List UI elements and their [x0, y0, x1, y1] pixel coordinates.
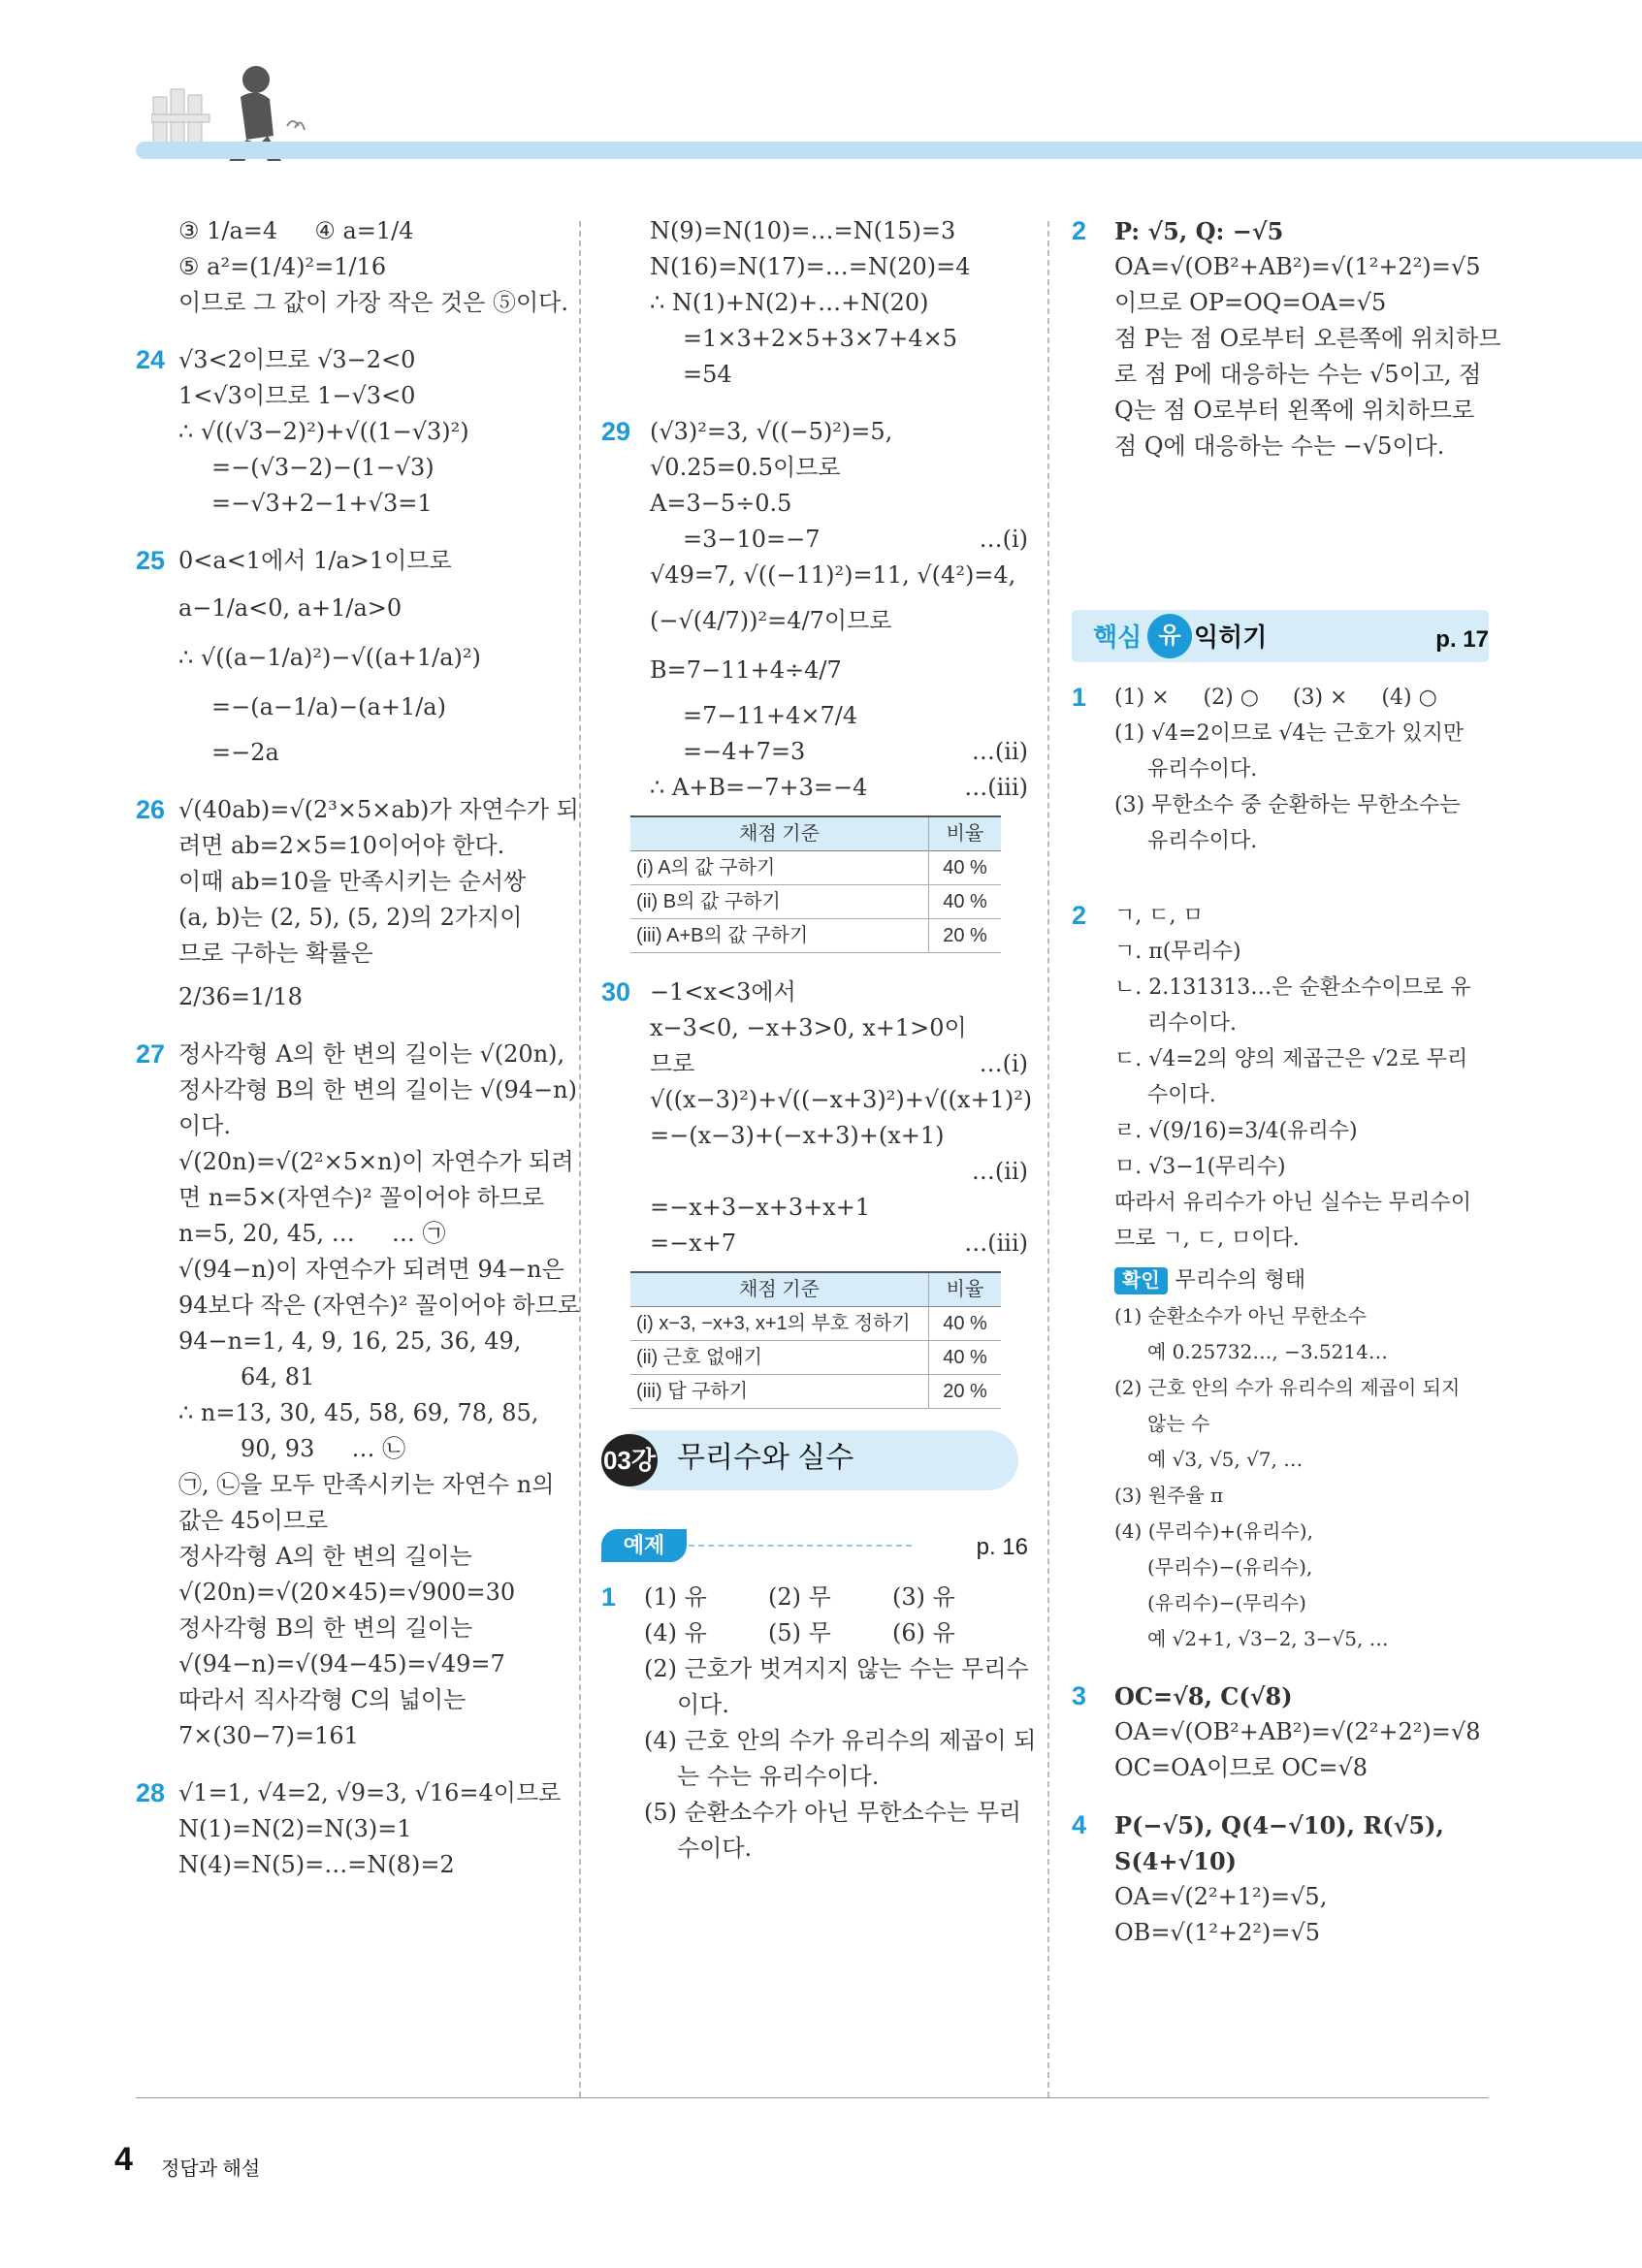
problem-number: 2: [1072, 216, 1087, 245]
solution-line: (a, b)는 (2, 5), (5, 2)의 2가지이: [178, 904, 523, 931]
table-cell: 20 %: [929, 919, 1002, 953]
step-mark: …(ii): [971, 738, 1028, 765]
practice-1: [1072, 680, 1508, 859]
solution-line: 이다.: [677, 1691, 729, 1718]
solution-line: P: √5, Q: −√5: [1114, 217, 1284, 245]
problem-number: 3: [1072, 1681, 1087, 1710]
solution-line: =3−10=−7: [683, 526, 821, 553]
problem-number: 2: [1072, 901, 1087, 930]
page-reference: p. 17: [1435, 626, 1489, 653]
solution-line: √(20n)=√(20×45)=√900=30: [178, 1579, 516, 1606]
problem-number: 27: [136, 1039, 166, 1069]
column-1: [136, 213, 580, 1904]
step-mark: …(iii): [964, 1230, 1028, 1257]
problem-26: [136, 792, 579, 1015]
header-bar: [136, 142, 1642, 159]
scoring-table: [630, 1271, 1001, 1409]
solution-line: x−3<0, −x+3>0, x+1>0이: [650, 1014, 967, 1041]
table-cell: (ii) B의 값 구하기: [630, 885, 929, 919]
core-label-suffix: 익히기: [1194, 623, 1268, 652]
solution-line: OA=√(2²+1²)=√5,: [1114, 1883, 1328, 1910]
confirm-title: 무리수의 형태: [1175, 1268, 1306, 1293]
solution-line: =−4+7=3: [683, 738, 806, 765]
solution-line: 로 점 P에 대응하는 수는 √5이고, 점: [1114, 361, 1482, 388]
table-header: 채점 기준: [630, 1272, 929, 1307]
solution-line: 므로 ㄱ, ㄷ, ㅁ이다.: [1114, 1227, 1300, 1251]
solution-line: =−x+7: [650, 1230, 737, 1257]
confirm-line: (4) (무리수)+(유리수),: [1114, 1519, 1313, 1543]
solution-line: √(94−n)=√(94−45)=√49=7: [178, 1650, 505, 1677]
example-2: [1072, 213, 1508, 464]
solution-line: 리수이다.: [1147, 1011, 1238, 1036]
solution-line: 유리수이다.: [1147, 757, 1258, 782]
solution-line: ∴ n=13, 30, 45, 58, 69, 78, 85,: [178, 1399, 539, 1426]
column-2: [601, 213, 1037, 1888]
solution-line: =−x+3−x+3+x+1: [650, 1194, 871, 1221]
solution-line: (1) × (2) ○ (3) × (4) ○: [1114, 686, 1437, 710]
confirm-line: 예 0.25732…, −3.5214…: [1147, 1340, 1388, 1363]
solution-line: ∴ √((√3−2)²)+√((1−√3)²): [178, 418, 469, 445]
table-cell: (iii) A+B의 값 구하기: [630, 919, 929, 953]
table-cell: 40 %: [929, 851, 1002, 885]
step-mark: …(ii): [971, 1158, 1028, 1185]
solution-line: 이므로 OP=OQ=OA=√5: [1114, 289, 1387, 316]
book-label: 정답과 해설: [161, 2158, 261, 2180]
answer-item: (2) 무: [768, 1583, 831, 1611]
solution-line: Q는 점 O로부터 왼쪽에 위치하므로: [1114, 397, 1475, 424]
problem-27: [136, 1037, 580, 1754]
practice-4: [1072, 1807, 1508, 1951]
confirm-line: (3) 원주율 π: [1114, 1484, 1224, 1507]
problem-number: 30: [601, 977, 631, 1006]
section-title: 무리수와 실수: [677, 1442, 854, 1474]
table-row: [630, 885, 1001, 919]
table-cell: (i) A의 값 구하기: [630, 851, 929, 885]
table-header: 비율: [929, 816, 1002, 851]
confirm-line: (1) 순환소수가 아닌 무한소수: [1114, 1304, 1367, 1327]
solution-line: =−(x−3)+(−x+3)+(x+1): [650, 1122, 945, 1149]
solution-line: 정사각형 B의 한 변의 길이는 √(94−n): [178, 1076, 577, 1103]
solution-line: (2) 근호가 벗겨지지 않는 수는 무리수: [644, 1655, 1029, 1682]
page-number: 4: [114, 2141, 133, 2178]
solution-line: ㄹ. √(9/16)=3/4(유리수): [1114, 1119, 1358, 1143]
solution-line: =−√3+2−1+√3=1: [211, 490, 433, 517]
solution-line: 이때 ab=10을 만족시키는 순서쌍: [178, 868, 527, 895]
type-badge: 유형: [1147, 614, 1192, 658]
solution-line: (3) 무한소수 중 순환하는 무한소수는: [1114, 793, 1461, 817]
problem-28: [136, 1775, 562, 1883]
answer-item: (6) 유: [892, 1619, 955, 1646]
solution-line: √((x−3)²)+√((−x+3)²)+√((x+1)²): [650, 1086, 1033, 1113]
solution-line: 값은 45이므로: [178, 1507, 329, 1534]
answer-item: (4) 유: [644, 1619, 707, 1646]
solution-line: 7×(30−7)=161: [178, 1722, 359, 1749]
column-3: [1072, 213, 1508, 1972]
confirm-badge: 확인: [1114, 1267, 1168, 1294]
solution-line: 정사각형 A의 한 변의 길이는: [178, 1543, 472, 1570]
table-row: [630, 919, 1001, 953]
solution-line: 려면 ab=2×5=10이어야 한다.: [178, 832, 505, 859]
solution-line: ㉠, ㉡을 모두 만족시키는 자연수 n의: [178, 1471, 555, 1498]
solution-line: =−(a−1/a)−(a+1/a): [211, 693, 446, 720]
table-row: [630, 1375, 1001, 1409]
solution-line: 이므로 그 값이 가장 작은 것은 ⑤이다.: [178, 289, 568, 316]
solution-line: =54: [683, 361, 732, 388]
solution-line: OC=OA이므로 OC=√8: [1114, 1754, 1368, 1781]
solution-line: √49=7, √((−11)²)=11, √(4²)=4,: [650, 561, 1016, 589]
solution-line: 점 Q에 대응하는 수는 −√5이다.: [1114, 432, 1445, 460]
table-header: 비율: [929, 1272, 1002, 1307]
problem-number: 29: [601, 417, 631, 446]
solution-line: 수이다.: [1147, 1083, 1216, 1107]
solution-line: P(−√5), Q(4−√10), R(√5),: [1114, 1811, 1444, 1839]
section-badge: 03강: [601, 1434, 658, 1486]
solution-line: −1<x<3에서: [650, 978, 796, 1006]
confirm-line: 예 √2+1, √3−2, 3−√5, …: [1147, 1627, 1389, 1650]
table-cell: 20 %: [929, 1375, 1002, 1409]
solution-line: ∴ √((a−1/a)²)−√((a+1/a)²): [178, 644, 481, 671]
solution-line: S(4+√10): [1114, 1847, 1238, 1875]
solution-line: OA=√(OB²+AB²)=√(1²+2²)=√5: [1114, 253, 1481, 280]
solution-line: 유리수이다.: [1147, 829, 1258, 853]
confirm-line: 않는 수: [1147, 1412, 1210, 1435]
solution-line: √(40ab)=√(2³×5×ab)가 자연수가 되: [178, 796, 579, 823]
solution-line: 정사각형 A의 한 변의 길이는 √(20n),: [178, 1040, 565, 1068]
solution-line: √0.25=0.5이므로: [650, 454, 841, 481]
table-header: 채점 기준: [630, 816, 929, 851]
solution-line: B=7−11+4÷4/7: [650, 656, 842, 684]
problem-30: [601, 974, 1033, 1409]
solution-line: N(1)=N(2)=N(3)=1: [178, 1815, 412, 1842]
example-1: [601, 1580, 1037, 1867]
solution-line: A=3−5÷0.5: [650, 490, 792, 517]
solution-line: =7−11+4×7/4: [683, 702, 858, 729]
problem-number: 25: [136, 546, 166, 575]
solution-line: 정사각형 B의 한 변의 길이는: [178, 1614, 473, 1642]
solution-line: N(4)=N(5)=…=N(8)=2: [178, 1851, 455, 1878]
dashed-rule: [689, 1545, 912, 1547]
solution-line: OC=√8, C(√8): [1114, 1682, 1293, 1710]
table-cell: (ii) 근호 없애기: [630, 1341, 929, 1375]
solution-line: =1×3+2×5+3×7+4×5: [683, 325, 958, 352]
table-cell: (iii) 답 구하기: [630, 1375, 929, 1409]
problem-number: 4: [1072, 1810, 1087, 1839]
problem-24: [136, 342, 553, 522]
table-cell: 40 %: [929, 1307, 1002, 1341]
solution-line: √3<2이므로 √3−2<0: [178, 346, 416, 373]
scoring-table: [630, 815, 1001, 953]
solution-line: ∴ N(1)+N(2)+…+N(20): [650, 289, 929, 316]
table-row: [630, 851, 1001, 885]
confirm-line: (무리수)−(유리수),: [1147, 1555, 1313, 1579]
practice-2: [1072, 898, 1508, 1657]
solution-line: n=5, 20, 45, … … ㉠: [178, 1220, 446, 1247]
solution-line: 므로: [650, 1050, 695, 1077]
solution-line: ③ 1/a=4 ④ a=1/4: [178, 217, 414, 244]
problem-28-tail: [601, 213, 1028, 393]
table-row: [630, 1341, 1001, 1375]
solution-line: 따라서 유리수가 아닌 실수는 무리수이: [1114, 1191, 1472, 1215]
problem-25: [136, 543, 553, 771]
solution-line: OA=√(OB²+AB²)=√(2²+2²)=√8: [1114, 1718, 1481, 1745]
step-mark: …(i): [979, 1050, 1028, 1077]
solution-line: √(20n)=√(2²×5×n)이 자연수가 되려: [178, 1148, 574, 1175]
solution-line: ㄴ. 2.131313…은 순환소수이므로 유: [1114, 975, 1471, 1000]
solution-line: OB=√(1²+2²)=√5: [1114, 1919, 1321, 1946]
answer-item: (3) 유: [892, 1583, 955, 1611]
solution-line: √1=1, √4=2, √9=3, √16=4이므로: [178, 1779, 562, 1806]
solution-line: N(9)=N(10)=…=N(15)=3: [650, 217, 956, 244]
problem-number: 24: [136, 345, 166, 374]
page-reference: p. 16: [976, 1534, 1028, 1560]
solution-line: (1) √4=2이므로 √4는 근호가 있지만: [1114, 721, 1465, 746]
confirm-line: 예 √3, √5, √7, …: [1147, 1448, 1304, 1471]
example-header: [601, 1523, 1028, 1566]
solution-line: 94보다 작은 (자연수)² 꼴이어야 하므로: [178, 1292, 580, 1319]
confirm-line: (2) 근호 안의 수가 유리수의 제곱이 되지: [1114, 1376, 1461, 1399]
solution-line: √(94−n)이 자연수가 되려면 94−n은: [178, 1256, 564, 1283]
column-divider: [1047, 221, 1049, 2097]
solution-line: N(16)=N(17)=…=N(20)=4: [650, 253, 971, 280]
solution-line: 64, 81: [241, 1363, 315, 1390]
solution-line: 90, 93 … ㉡: [241, 1435, 406, 1462]
table-cell: 40 %: [929, 885, 1002, 919]
solution-line: 2/36=1/18: [178, 983, 303, 1010]
problem-number: 1: [601, 1582, 617, 1612]
problem-number: 26: [136, 795, 166, 824]
solution-line: ∴ A+B=−7+3=−4: [650, 774, 868, 801]
solution-line: (√3)²=3, √((−5)²)=5,: [650, 418, 893, 445]
solution-line: 0<a<1에서 1/a>1이므로: [178, 547, 452, 574]
solution-line: =−(√3−2)−(1−√3): [211, 454, 435, 481]
solution-line: (5) 순환소수가 아닌 무한소수는 무리: [644, 1799, 1022, 1826]
step-mark: …(iii): [964, 774, 1028, 801]
solution-line: ㄱ, ㄷ, ㅁ: [1114, 904, 1204, 928]
solution-line: (−√(4/7))²=4/7이므로: [650, 607, 892, 634]
problem-number: 1: [1072, 683, 1087, 712]
step-mark: …(i): [979, 526, 1028, 553]
solution-line: 므로 구하는 확률은: [178, 940, 373, 967]
table-cell: (i) x−3, −x+3, x+1의 부호 정하기: [630, 1307, 929, 1341]
solution-line: =−2a: [211, 739, 279, 766]
table-row: [630, 1307, 1001, 1341]
solution-line: ㄱ. π(무리수): [1114, 940, 1241, 964]
footer-rule: [136, 2097, 1489, 2098]
solution-line: 94−n=1, 4, 9, 16, 25, 36, 49,: [178, 1327, 522, 1355]
solution-line: ⑤ a²=(1/4)²=1/16: [178, 253, 387, 280]
problem-29: [601, 414, 1028, 953]
practice-3: [1072, 1678, 1508, 1786]
solution-line: 수이다.: [677, 1835, 753, 1862]
solution-line: 는 수는 유리수이다.: [677, 1763, 880, 1790]
solution-line: 이다.: [178, 1112, 231, 1139]
core-practice-header: [1072, 610, 1508, 693]
solution-line: a−1/a<0, a+1/a>0: [178, 594, 402, 622]
solution-line: ㅁ. √3−1(무리수): [1114, 1155, 1286, 1179]
column-divider: [579, 221, 581, 2097]
problem-23-tail: [136, 213, 568, 321]
solution-line: 따라서 직사각형 C의 넓이는: [178, 1686, 467, 1713]
solution-line: ㄷ. √4=2의 양의 제곱근은 √2로 무리: [1114, 1047, 1468, 1071]
core-label: 핵심: [1093, 623, 1143, 652]
solution-line: 점 P는 점 O로부터 오른쪽에 위치하므: [1114, 325, 1501, 352]
section-heading: [601, 1430, 1028, 1494]
problem-number: 28: [136, 1778, 166, 1807]
answer-item: (1) 유: [644, 1583, 707, 1611]
solution-line: (4) 근호 안의 수가 유리수의 제곱이 되: [644, 1727, 1037, 1754]
solution-line: 면 n=5×(자연수)² 꼴이어야 하므로: [178, 1184, 545, 1211]
solution-line: 1<√3이므로 1−√3<0: [178, 382, 416, 409]
table-cell: 40 %: [929, 1341, 1002, 1375]
answer-item: (5) 무: [768, 1619, 831, 1646]
example-tag: 예제: [601, 1529, 687, 1562]
confirm-line: (유리수)−(무리수): [1147, 1591, 1306, 1614]
